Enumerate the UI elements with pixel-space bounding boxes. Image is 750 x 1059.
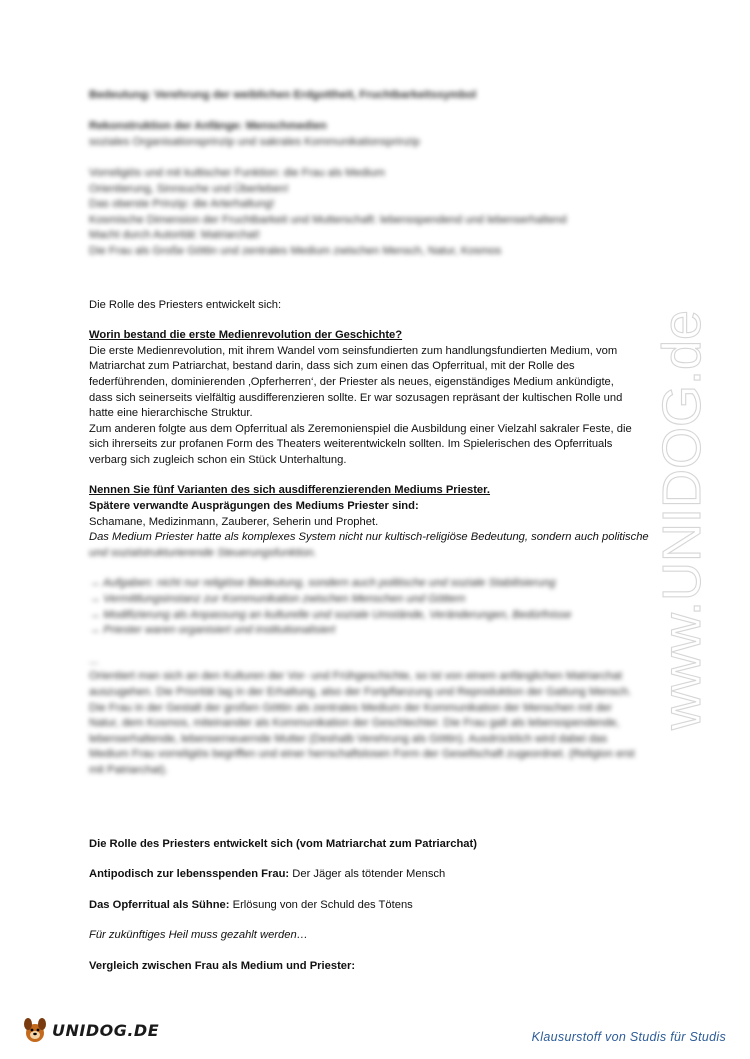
blurred-line: Macht durch Autorität: Matriarchat! <box>89 229 260 242</box>
question-heading: Worin bestand die erste Medienrevolution der Geschichte? <box>89 329 403 342</box>
question-heading: Nennen Sie fünf Varianten des sich ausdifferenzierenden Mediums Priester. <box>89 484 491 497</box>
watermark-text: www.UNIDOG.de <box>652 309 712 731</box>
answer-line: dass sich seinerseits vielfältig ausdifferenzieren sollte. Er war sozusagen repräsant der kultischen Rolle und <box>89 391 623 404</box>
blurred-bullet: → Priester waren organisiert und institutionalisiert <box>89 624 336 637</box>
blurred-bullet: → Vermittlungsinstanz zur Kommunikation zwischen Menschen und Göttern <box>89 593 466 606</box>
blurred-top-block <box>89 88 669 260</box>
blurred-line: Vorreligiös und mit kultischer Funktion: die Frau als Medium <box>89 166 385 179</box>
blurred-bullet: → Aufgaben: nicht nur religiöse Bedeutung, sondern auch politische und soziale Stabilisierung <box>89 577 556 590</box>
variants-list: Schamane, Medizinmann, Zauberer, Seherin und Prophet. <box>89 515 379 528</box>
italic-note: Für zukünftiges Heil muss gezahlt werden… <box>89 929 308 942</box>
answer-line: Die erste Medienrevolution, mit ihrem Wandel vom seinsfundierten zum handlungsfundierten Medium, vom <box>89 344 618 357</box>
blurred-line: Medium Frau vorreligiös begriffen und einer herrschaftslosen Form der Gesellschaft zugeordnet. (Religion erst <box>89 748 635 761</box>
point-line <box>89 867 669 883</box>
answer-line: federführenden, dominierenden ‚Opferherren‘, der Priester als neues, eigenständiges Medium ankündigte, <box>89 375 614 388</box>
blurred-line: Die Frau in der Gestalt der großen Göttin als zentrales Medium der Kommunikation der Menschen mit der <box>89 701 612 714</box>
blurred-line: Kosmische Dimension der Fruchtbarkeit und Mutterschaft: lebensspendend und lebenserhaltend <box>89 213 567 226</box>
blurred-line: lebenserhaltende, lebenserneuernde Mutter (Deshalb Verehrung als Göttin). Ausdrücklich wird dabei das <box>89 732 608 745</box>
logo-text: UNIDOG.DE <box>52 1020 160 1040</box>
footer-slogan: Klausurstoff von Studis für Studis <box>531 1030 726 1044</box>
italic-line: Das Medium Priester hatte als komplexes System nicht nur kultisch-religiöse Bedeutung, sondern auch politische <box>89 531 649 544</box>
blurred-line: Rekonstruktion der Anfänge: Menschmedien <box>89 120 327 133</box>
blurred-line: auszugehen. Die Priorität lag in der Erhaltung, also der Fortpflanzung und Reproduktion der Gattung Mensch. <box>89 686 632 698</box>
blurred-line: und sozialstrukturierende Steuerungsfunktion. <box>89 546 317 559</box>
blurred-bullet: → Modifizierung als Anpassung an kulturelle und soziale Umstände, Veränderungen, Bedürfnisse <box>89 608 572 621</box>
blurred-line: Natur, dem Kosmos, miteinander als Kommunikation der Geschlechter. Die Frau galt als lebensspendende, <box>89 717 620 730</box>
dog-icon <box>22 1015 48 1045</box>
subheading: Spätere verwandte Ausprägungen des Mediums Priester sind: <box>89 500 419 513</box>
point-text: Der Jäger als tötender Mensch <box>289 868 446 881</box>
blurred-line: Orientierung, Sinnsuche und Überleben! <box>89 182 289 195</box>
blurred-line: soziales Organisationsprinzip und sakrales Kommunikationsprinzip <box>89 135 420 148</box>
blurred-line: Das oberste Prinzip: die Arterhaltung! <box>89 198 275 211</box>
blurred-line: Bedeutung: Verehrung der weiblichen Erdgottheit, Fruchtbarkeitssymbol <box>89 89 477 101</box>
answer-line: Zum anderen folgte aus dem Opferritual als Zeremonienspiel die Ausbildung einer Vielzahl sakraler Feste, die <box>89 422 632 435</box>
section-intro: Die Rolle des Priesters entwickelt sich: <box>89 298 282 311</box>
point-label: Das Opferritual als Sühne: <box>89 898 230 911</box>
document-body <box>89 88 669 975</box>
blurred-line: Orientiert man sich an den Kulturen der Vor- und Frühgeschichte, so ist von einem anfänglichen Matriarchat <box>89 670 622 683</box>
answer-line: hatte eine hierarchische Struktur. <box>89 407 253 420</box>
blurred-line: mit Patriarchat). <box>89 763 168 776</box>
unidog-logo[interactable] <box>22 1010 162 1050</box>
comparison-heading: Vergleich zwischen Frau als Medium und Priester: <box>89 959 356 972</box>
blurred-dots: ... <box>89 654 99 667</box>
blurred-line: Die Frau als Große Göttin und zentrales Medium zwischen Mensch, Natur, Kosmos <box>89 244 502 257</box>
answer-line: verbarg sich zugleich schon ein Stück Unterhaltung. <box>89 453 347 466</box>
watermark <box>652 290 740 750</box>
blurred-line <box>89 150 669 166</box>
point-label: Antipodisch zur lebensspenden Frau: <box>89 868 290 881</box>
point-text: Erlösung von der Schuld des Tötens <box>229 898 413 911</box>
section-heading: Die Rolle des Priesters entwickelt sich (vom Matriarchat zum Patriarchat) <box>89 837 477 850</box>
answer-paragraph <box>89 344 669 469</box>
blurred-middle-block <box>89 546 669 779</box>
answer-line: Matriarchat zum Patriarchat, bestand darin, dass sich zum einen das Opferritual, mit der Rolle des <box>89 360 575 373</box>
watermark-graphic <box>652 290 740 750</box>
answer-line: sich ihrerseits zur profanen Form des Theaters weiterentwickeln sollten. Im Spielerischen des Opferrituals <box>89 438 613 451</box>
point-line <box>89 898 669 914</box>
blurred-line <box>89 104 669 120</box>
